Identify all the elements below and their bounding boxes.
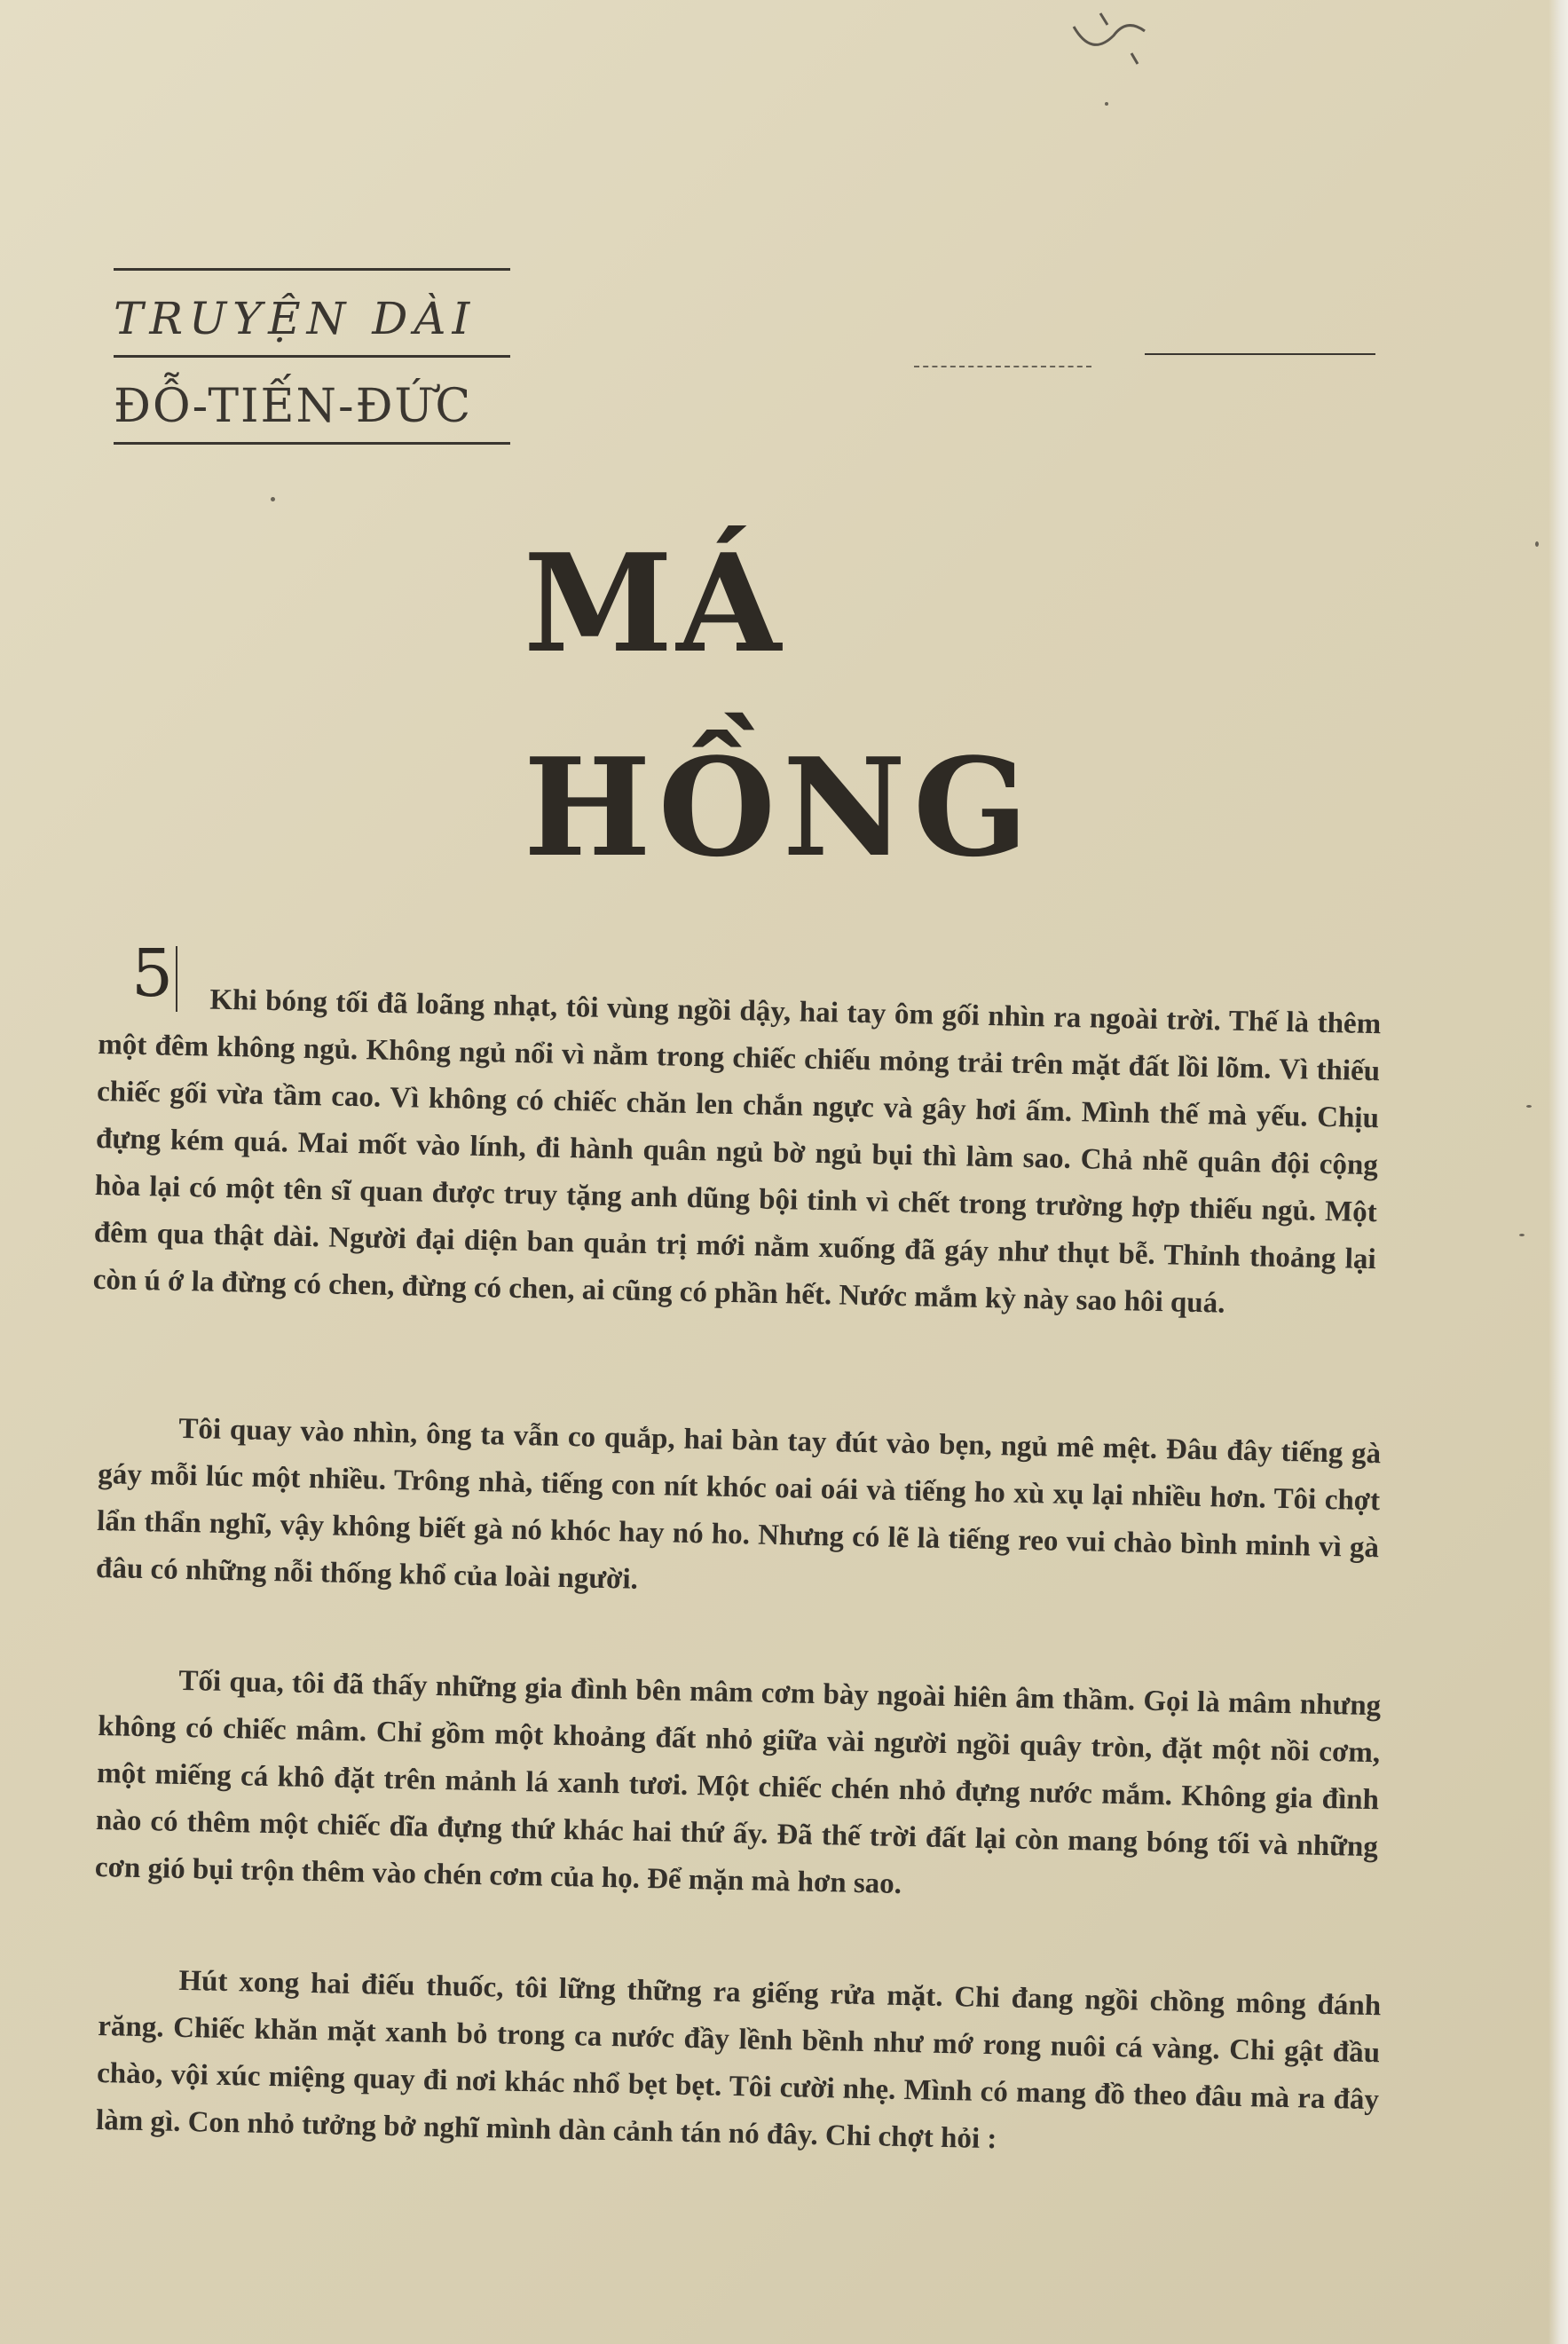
paper-speck [1519, 1234, 1525, 1236]
decorative-dash-rule [914, 366, 1091, 367]
paragraph: Hút xong hai điếu thuốc, tôi lững thững ra giếng rửa mặt. Chi đang ngồi chồng mông đánh răng. Chiếc khăn mặt xanh bỏ trong ca nước đầy lềnh bềnh như mớ rong nuôi cá vàng. Chi gật đầu chào, vội xúc miệng quay đi nơi khác nhổ bẹt bẹt. Tôi cười nhẹ. Mình có mang đồ theo đâu mà ra đây làm gì. Con nhỏ tưởng bở nghĩ mình dàn cảnh tán nó đây. Chi chợt hỏi : [95, 1964, 1382, 2156]
pen-mark [1065, 9, 1162, 71]
paragraph: Khi bóng tối đã loãng nhạt, tôi vùng ngồi dậy, hai tay ôm gối nhìn ra ngoài trời. Thế là thêm một đêm không ngủ. Không ngủ nổi vì nằm trong chiếc chiếu mỏng trải trên mặt đất lồi lõm. Vì thiếu chiếc gối vừa tầm cao. Vì không có chiếc chăn len chắn ngực và gây hơi ấm. Mình thế mà yếu. Chịu đựng kém quá. Mai mốt vào lính, đi hành quân ngủ bờ ngủ bụi thì làm sao. Chả nhẽ quân đội cộng hòa lại có một tên sĩ quan được truy tặng anh dũng bội tinh vì chết trong trường hợp thiếu ngủ. Một đêm qua thật dài. Người đại diện ban quản trị mới nằm xuống đã gáy như thụt bễ. Thỉnh thoảng lại còn ú ớ la đừng có chen, đừng có chen, ai cũng có phần hết. Nước mắm kỳ này sao hôi quá. [92, 983, 1382, 1320]
header-middle-rule [114, 355, 510, 358]
page-edge [1548, 0, 1568, 2344]
paper-speck [271, 497, 275, 501]
header-bottom-rule [114, 442, 510, 445]
paper-speck [1526, 1105, 1532, 1108]
header-top-rule [114, 268, 510, 271]
paragraph: Tối qua, tôi đã thấy những gia đình bên mâm cơm bày ngoài hiên âm thầm. Gọi là mâm nhưng không có chiếc mâm. Chỉ gồm một khoảng đất nhỏ giữa vài người ngồi quây tròn, đặt một nồi cơm, một miếng cá khô đặt trên mảnh lá xanh tươi. Một chiếc chén nhỏ đựng nước mắm. Không gia đình nào có thêm một chiếc dĩa đựng thứ khác hai thứ ấy. Đã thế trời đất lại còn mang bóng tối và những cơn gió bụi trộn thêm vào chén cơm của họ. Để mặn mà hơn sao. [94, 1664, 1382, 1900]
series-label: TRUYỆN DÀI [114, 293, 477, 344]
title-line-2: HỒNG [524, 728, 1036, 887]
decorative-rule [1145, 353, 1375, 355]
chapter-number: 5 [131, 935, 174, 1012]
paper-speck [1105, 102, 1108, 106]
paragraph: Tôi quay vào nhìn, ông ta vẫn co quắp, hai bàn tay đút vào bẹn, ngủ mê mệt. Đâu đây tiếng gà gáy mỗi lúc một nhiều. Trông nhà, tiếng con nít khóc oai oái và tiếng ho xù xụ lại nhiều hơn. Tôi chợt lẩn thẩn nghĩ, vậy không biết gà nó khóc hay nó ho. Nhưng có lẽ là tiếng reo vui chào bình minh vì gà đâu có những nỗi thống khổ của loài người. [95, 1412, 1382, 1596]
title-line-1: MÁ [524, 524, 785, 683]
author-name: ĐỖ-TIẾN-ĐỨC [114, 380, 473, 433]
paper-speck [1535, 541, 1539, 547]
